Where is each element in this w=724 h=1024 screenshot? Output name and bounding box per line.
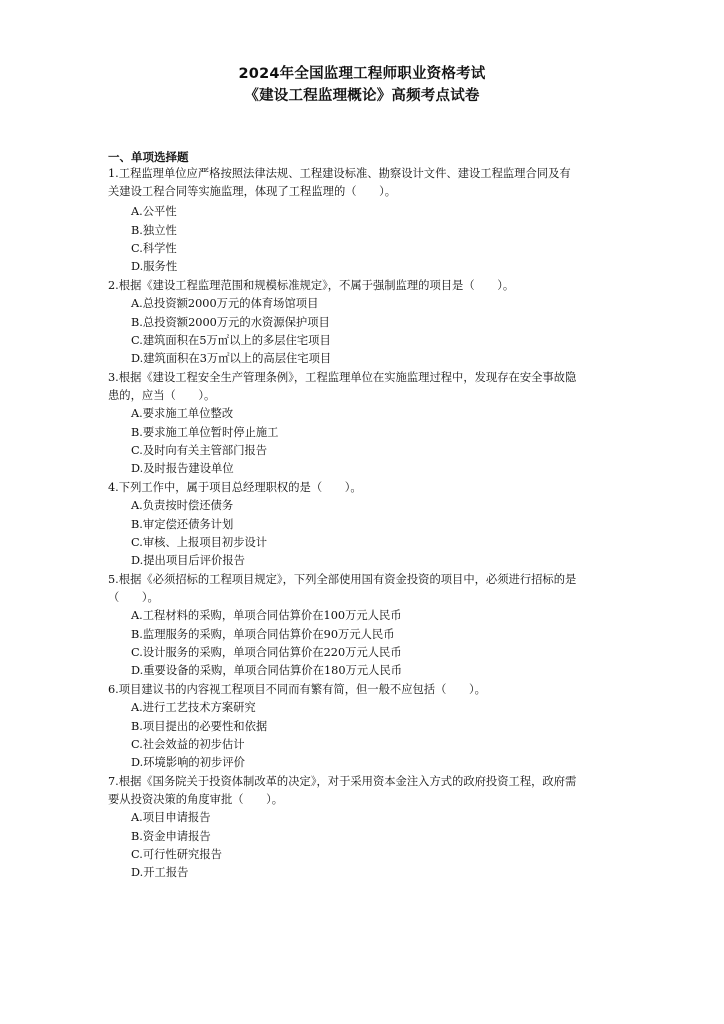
question-6-option-d: D.环境影响的初步评价 — [131, 756, 245, 769]
question-5-line-2: （ ）。 — [108, 591, 159, 604]
question-3-option-b: B.要求施工单位暂时停止施工 — [131, 426, 279, 439]
question-3-option-c: C.及时向有关主管部门报告 — [131, 444, 268, 457]
question-2-option-a: A.总投资额2000万元的体育场馆项目 — [131, 297, 319, 310]
question-7-line-2: 要从投资决策的角度审批（ ）。 — [108, 793, 284, 806]
question-2-line-1: 2.根据《建设工程监理范围和规模标准规定》，不属于强制监理的项目是（ ）。 — [108, 279, 515, 292]
question-1-line-2: 关建设工程合同等实施监理，体现了工程监理的（ ）。 — [108, 185, 397, 198]
question-4-option-c: C.审核、上报项目初步设计 — [131, 536, 268, 549]
document-title-line1: 2024年全国监理工程师职业资格考试 — [238, 66, 486, 82]
question-7-option-d: D.开工报告 — [131, 866, 189, 879]
question-4-option-b: B.审定偿还债务计划 — [131, 518, 234, 531]
question-5-option-b: B.监理服务的采购，单项合同估算价在90万元人民币 — [131, 628, 395, 641]
question-7-option-c: C.可行性研究报告 — [131, 848, 222, 861]
question-1-option-a: A.公平性 — [131, 205, 177, 218]
question-5-option-a: A.工程材料的采购，单项合同估算价在100万元人民币 — [131, 609, 402, 622]
question-6-line-1: 6.项目建议书的内容视工程项目不同而有繁有简，但一般不应包括（ ）。 — [108, 683, 486, 696]
question-1-option-d: D.服务性 — [131, 260, 178, 273]
question-4-option-d: D.提出项目后评价报告 — [131, 554, 245, 567]
question-4-option-a: A.负责按时偿还债务 — [131, 499, 234, 512]
question-2-option-c: C.建筑面积在5万㎡以上的多层住宅项目 — [131, 334, 331, 347]
question-3-line-1: 3.根据《建设工程安全生产管理条例》，工程监理单位在实施监理过程中，发现存在安全事故隐 — [108, 371, 577, 384]
question-1-option-b: B.独立性 — [131, 224, 177, 237]
question-1-option-c: C.科学性 — [131, 242, 177, 255]
question-3-option-a: A.要求施工单位整改 — [131, 407, 234, 420]
question-5-line-1: 5.根据《必须招标的工程项目规定》，下列全部使用国有资金投资的项目中，必须进行招标的是 — [108, 573, 577, 586]
question-3-line-2: 患的，应当（ ）。 — [108, 389, 216, 402]
question-7-line-1: 7.根据《国务院关于投资体制改革的决定》，对于采用资本金注入方式的政府投资工程，政府需 — [108, 775, 577, 788]
section-heading: 一、单项选择题 — [108, 150, 189, 164]
question-7-option-b: B.资金申请报告 — [131, 830, 211, 843]
question-6-option-c: C.社会效益的初步估计 — [131, 738, 245, 751]
question-5-option-c: C.设计服务的采购，单项合同估算价在220万元人民币 — [131, 646, 402, 659]
question-4-line-1: 4.下列工作中，属于项目总经理职权的是（ ）。 — [108, 481, 362, 494]
question-2-option-b: B.总投资额2000万元的水资源保护项目 — [131, 316, 330, 329]
question-5-option-d: D.重要设备的采购，单项合同估算价在180万元人民币 — [131, 664, 403, 677]
question-7-option-a: A.项目申请报告 — [131, 811, 211, 824]
question-6-option-a: A.进行工艺技术方案研究 — [131, 701, 256, 714]
document-title-line2: 《建设工程监理概论》高频考点试卷 — [244, 88, 480, 104]
question-6-option-b: B.项目提出的必要性和依据 — [131, 720, 268, 733]
question-1-line-1: 1.工程监理单位应严格按照法律法规、工程建设标准、勘察设计文件、建设工程监理合同及有 — [108, 167, 571, 180]
question-3-option-d: D.及时报告建设单位 — [131, 462, 234, 475]
question-2-option-d: D.建筑面积在3万㎡以上的高层住宅项目 — [131, 352, 332, 365]
